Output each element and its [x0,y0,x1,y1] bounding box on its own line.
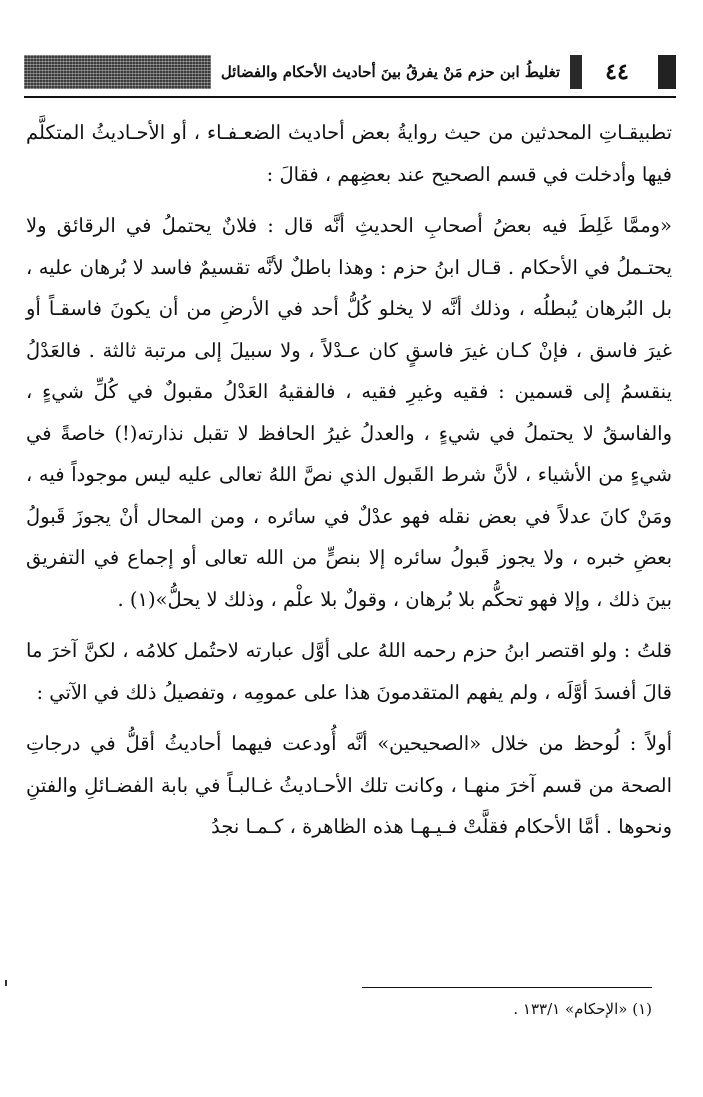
paragraph-2-quote: «وممَّا غَلِطَ فيه بعضُ أصحابِ الحديثِ أنَّه قال : فلانٌ يحتملُ في الرقائق ولا يحتـملُ في الأحكام . قـال ابنُ حزم : وهذا باطلٌ لأنَّه تقسيمٌ فاسد لا بُرهان عليه ، بل البُرهان يُبطلُه ، وذلك أنَّه لا يخلو كُلُّ أحد في الأرضِ من أن يكونَ فاسقـاً أو غيرَ فاسق ، فإنْ كـان غيرَ فاسقٍ كان عـدْلاً ، ولا سبيلَ إلى مرتبة ثالثة . فالعَدْلُ ينقسمُ إلى قسمين : فقيه وغيرِ فقيه ، فالفقيهُ العَدْلُ مقبولٌ في كُلِّ شيءٍ ، والفاسقُ لا يحتملُ في شيءٍ ، والعدلُ غيرُ الحافظ لا تقبل نذارته(!) خاصةً في شيءٍ من الأشياء ، لأنَّ شرط القَبول الذي نصَّ اللهُ تعالى عليه ليس موجوداً فيه ، ومَنْ كانَ عدلاً في بعض نقله فهو عدْلٌ في سائره ، ومن المحال أنْ يجوزَ قَبولُ بعضِ خبره ، ولا يجوز قَبولُ سائره إلا بنصٍّ من الله تعالى أو إجماع في التفريق بينَ ذلك ، وإلا فهو تحكُّم بلا بُرهان ، وقولٌ بلا علْم ، وذلك لا يحلُّ»(١) . [26,214,672,611]
footnote: (١) «الإحكام» ١٣٣/١ . [513,1000,652,1018]
running-header [24,50,676,94]
margin-mark [5,980,7,986]
paragraph-3: قلتُ : ولو اقتصر ابنُ حزم رحمه اللهُ على أوَّل عبارته لاحتُمل كلامُه ، لكنَّ آخرَ ما قالَ أفسدَ أوَّلَه ، ولم يفهم المتقدمونَ هذا على عمومِه ، وتفصيلُ ذلك في الآتي : [26,639,672,704]
page-number: ٤٤ [605,59,629,85]
header-decor-block [658,55,676,89]
body-text [26,112,672,858]
running-title: تغليطُ ابن حزم مَنْ يفرقُ بينَ أحاديث الأحكام والفضائل [220,63,560,81]
paragraph-4: أولاً : لُوحظ من خلال «الصحيحين» أنَّه أُودعت فيهما أحاديثُ أقلُّ في درجاتِ الصحة من قسم آخرَ منهـا ، وكانت تلك الأحـاديثُ غـالبـاً في بابة الفضـائلِ والفتنِ ونحوها . أمَّا الأحكام فقلَّتْ فـيـهـا هذه الظاهرة ، كـمـا نجدُ [26,732,672,838]
paragraph-1: تطبيقـاتِ المحدثين من حيث روايةُ بعض أحاديث الضعـفـاء ، أو الأحـاديثُ المتكلَّم فيها وأدخلت في قسم الصحيح عند بعضِهم ، فقالَ : [26,121,672,186]
header-texture-bar [24,55,211,89]
footnote-rule [362,987,652,988]
header-divider-block [570,55,582,89]
header-rule [24,96,676,98]
